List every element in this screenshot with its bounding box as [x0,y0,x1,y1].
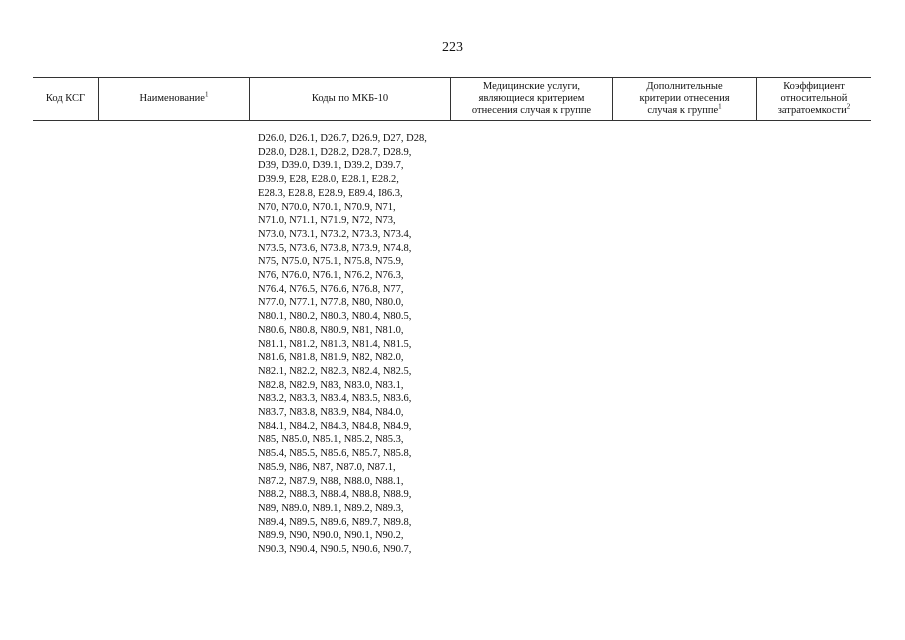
icd-code-line: N85, N85.0, N85.1, N85.2, N85.3, [258,434,404,446]
icd-code-line: N90.3, N90.4, N90.5, N90.6, N90.7, [258,544,412,556]
header-extra-criteria-footnote: 1 [718,102,722,111]
icd-code-line: N73.5, N73.6, N73.8, N73.9, N74.8, [258,242,412,254]
icd-code-line: N88.2, N88.3, N88.4, N88.8, N88.9, [258,489,412,501]
header-name-label: Наименование$^1$ [139,90,209,104]
icd-code-line: D26.0, D26.1, D26.7, D26.9, D27, D28, [258,133,427,144]
icd-code-line: N73.0, N73.1, N73.2, N73.3, N73.4, [258,228,412,240]
icd-code-line: N82.8, N82.9, N83, N83.0, N83.1, [258,379,404,391]
icd-code-line: N82.1, N82.2, N82.3, N82.4, N82.5, [258,365,412,377]
header-code-ksg-label: Код КСГ [45,93,86,104]
header-coefficient-footnote: 2 [846,102,851,111]
icd-code-line: N84.1, N84.2, N84.3, N84.8, N84.9, [258,420,412,432]
header-extra-criteria-label: Дополнительные критерии отнесения случая к группе$^1$ [639,81,730,116]
icd-codes-list [258,132,458,557]
icd-code-line: N77.0, N77.1, N77.8, N80, N80.0, [258,297,404,309]
icd-code-line: N87.2, N87.9, N88, N88.0, N88.1, [258,475,404,487]
icd-code-line: N85.4, N85.5, N85.6, N85.7, N85.8, [258,448,412,460]
icd-code-line: N81.1, N81.2, N81.3, N81.4, N81.5, [258,338,412,350]
icd-code-line: N76.4, N76.5, N76.6, N76.8, N77, [258,283,404,295]
icd-code-line: N76, N76.0, N76.1, N76.2, N76.3, [258,270,404,282]
icd-code-line: N83.2, N83.3, N83.4, N83.5, N83.6, [258,393,412,405]
icd-code-line: D28.0, D28.1, D28.2, D28.7, D28.9, [258,146,412,158]
header-coefficient-label: Коэффициент относительной затратоемкости$^2$ [777,81,851,116]
icd-code-line: N71.0, N71.1, N71.9, N72, N73, [258,215,396,227]
header-coefficient [756,78,871,120]
icd-code-line: N89, N89.0, N89.1, N89.2, N89.3, [258,502,404,514]
icd-code-line: N81.6, N81.8, N81.9, N82, N82.0, [258,352,404,364]
icd-code-line: D39.9, E28, E28.0, E28.1, E28.2, [258,174,399,186]
icd-code-line: N80.6, N80.8, N80.9, N81, N81.0, [258,324,404,336]
header-extra-criteria [612,78,756,120]
icd-code-line: N89.4, N89.5, N89.6, N89.7, N89.8, [258,516,412,528]
table-header [33,77,871,121]
header-medical-services-label: Медицинские услуги, являющиеся критерием отнесения случая к группе [471,81,592,116]
header-name [98,78,249,120]
page-number: 223 [442,40,463,55]
icd-code-line: N89.9, N90, N90.0, N90.1, N90.2, [258,530,404,542]
header-name-footnote: 1 [204,90,209,99]
icd-code-line: E28.3, E28.8, E28.9, E89.4, I86.3, [258,187,403,199]
header-icd-codes [249,78,450,120]
icd-code-line: N80.1, N80.2, N80.3, N80.4, N80.5, [258,311,412,323]
icd-code-line: N83.7, N83.8, N83.9, N84, N84.0, [258,407,404,419]
icd-code-line: N75, N75.0, N75.1, N75.8, N75.9, [258,256,404,268]
header-icd-codes-label: Коды по МКБ-10 [311,93,389,104]
header-medical-services [450,78,612,120]
header-code-ksg [33,78,98,120]
icd-code-line: N70, N70.0, N70.1, N70.9, N71, [258,201,396,213]
icd-code-line: D39, D39.0, D39.1, D39.2, D39.7, [258,160,404,172]
icd-code-line: N85.9, N86, N87, N87.0, N87.1, [258,461,396,473]
